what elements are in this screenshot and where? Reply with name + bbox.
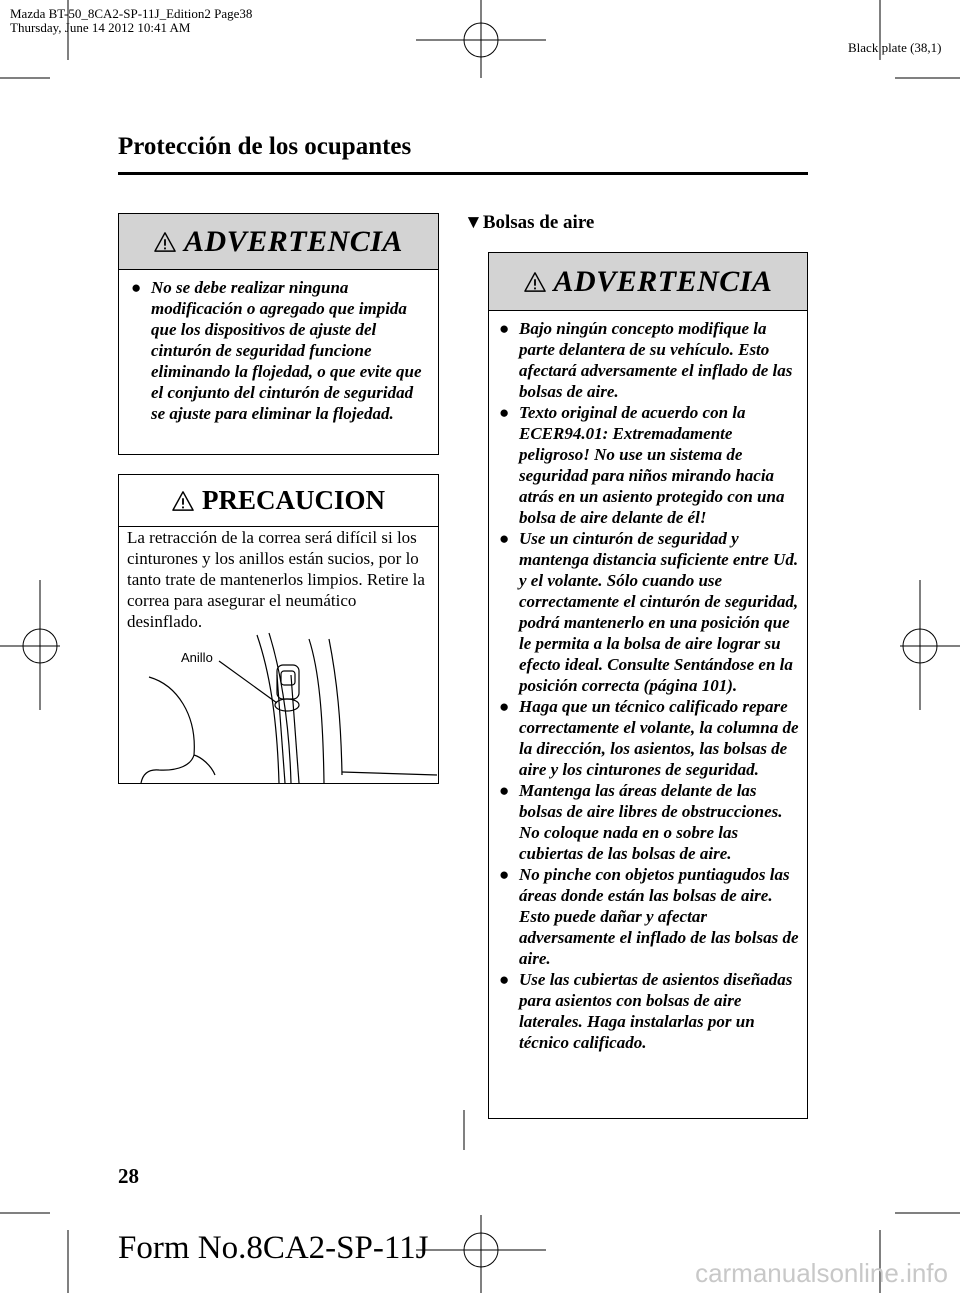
list-item: ● Bajo ningún concepto modifique la parte delantera de su vehículo. Esto afectará adversamente el inflado de las bolsas de aire. <box>499 319 793 401</box>
caution-header <box>119 475 438 527</box>
airbags-heading <box>464 212 594 234</box>
warning-triangle-icon <box>154 231 176 253</box>
page-number: 28 <box>118 1164 139 1188</box>
list-item: ● Use las cubiertas de asientos diseñadas para asientos con bolsas de aire laterales. Haga instalarlas por un técnico calificado. <box>499 970 793 1052</box>
left-warning-header <box>119 214 438 270</box>
left-warning-title: ADVERTENCIA <box>184 224 403 258</box>
caution-text: La retracción de la correa será difícil si los cinturones y los anillos están sucios, por lo tanto trate de mantenerlos limpios. Retire la correa para asegurar el neumático desinflado. <box>127 528 425 631</box>
list-item: ● No se debe realizar ninguna modificación o agregado que impida que los dispositivos de ajuste del cinturón de seguridad funcione eliminando la flojedad, o que evite que el conjunto del cinturón de seguridad se ajuste para eliminar la flojedad. <box>131 278 422 423</box>
list-item: ● Mantenga las áreas delante de las bolsas de aire libres de obstrucciones. No coloque nada en o sobre las cubiertas de las bolsas de aire. <box>499 781 783 863</box>
list-item: ● Haga que un técnico calificado repare correctamente el volante, la columna de la dirección, los asientos, las bolsas de aire y los cinturones de seguridad. <box>499 697 799 779</box>
list-item: ● Texto original de acuerdo con la ECER94.01: Extremadamente peligroso! No use un sistema de seguridad para niños mirando hacia atrás en un asiento protegido con una bolsa de aire delante de él! <box>499 403 785 527</box>
list-item: ● No pinche con objetos puntiagudos las áreas donde están las bolsas de aire. Esto puede dañar y afectar adversamente el inflado de las bolsas de aire. <box>499 865 799 968</box>
print-header-line2: Thursday, June 14 2012 10:41 AM <box>10 20 191 35</box>
seatbelt-ring-illustration <box>119 625 439 783</box>
airbags-heading-text: Bolsas de aire <box>482 212 595 233</box>
plate-label: Black plate (38,1) <box>848 40 942 55</box>
left-warning-box <box>118 213 439 455</box>
watermark: carmanualsonline.info <box>695 1258 948 1288</box>
form-number: Form No.8CA2-SP-11J <box>118 1230 429 1266</box>
print-header-line1: Mazda BT-50_8CA2-SP-11J_Edition2 Page38 <box>10 6 253 21</box>
right-warning-title: ADVERTENCIA <box>553 264 773 298</box>
caution-box <box>118 474 439 784</box>
warning-triangle-icon <box>172 490 194 512</box>
triangle-down-icon: ▼ <box>464 212 483 233</box>
warning-triangle-icon <box>524 271 546 293</box>
right-warning-box <box>488 252 808 1119</box>
figure-label-anillo: Anillo <box>181 650 213 665</box>
right-warning-header <box>489 253 807 311</box>
section-title: Protección de los ocupantes <box>118 133 412 160</box>
left-warning-list <box>119 270 438 424</box>
right-warning-list <box>489 311 807 1053</box>
header-rule <box>118 172 808 175</box>
caution-title: PRECAUCION <box>201 485 385 515</box>
list-item: ● Use un cinturón de seguridad y mantenga distancia suficiente entre Ud. y el volante. Sólo cuando use correctamente el cinturón de seguridad, podrá mantenerlo en una posición que le permita a la bolsa de aire lograr su efecto ideal. Consulte Sentándose en la posición correcta (página 101). <box>499 529 799 695</box>
